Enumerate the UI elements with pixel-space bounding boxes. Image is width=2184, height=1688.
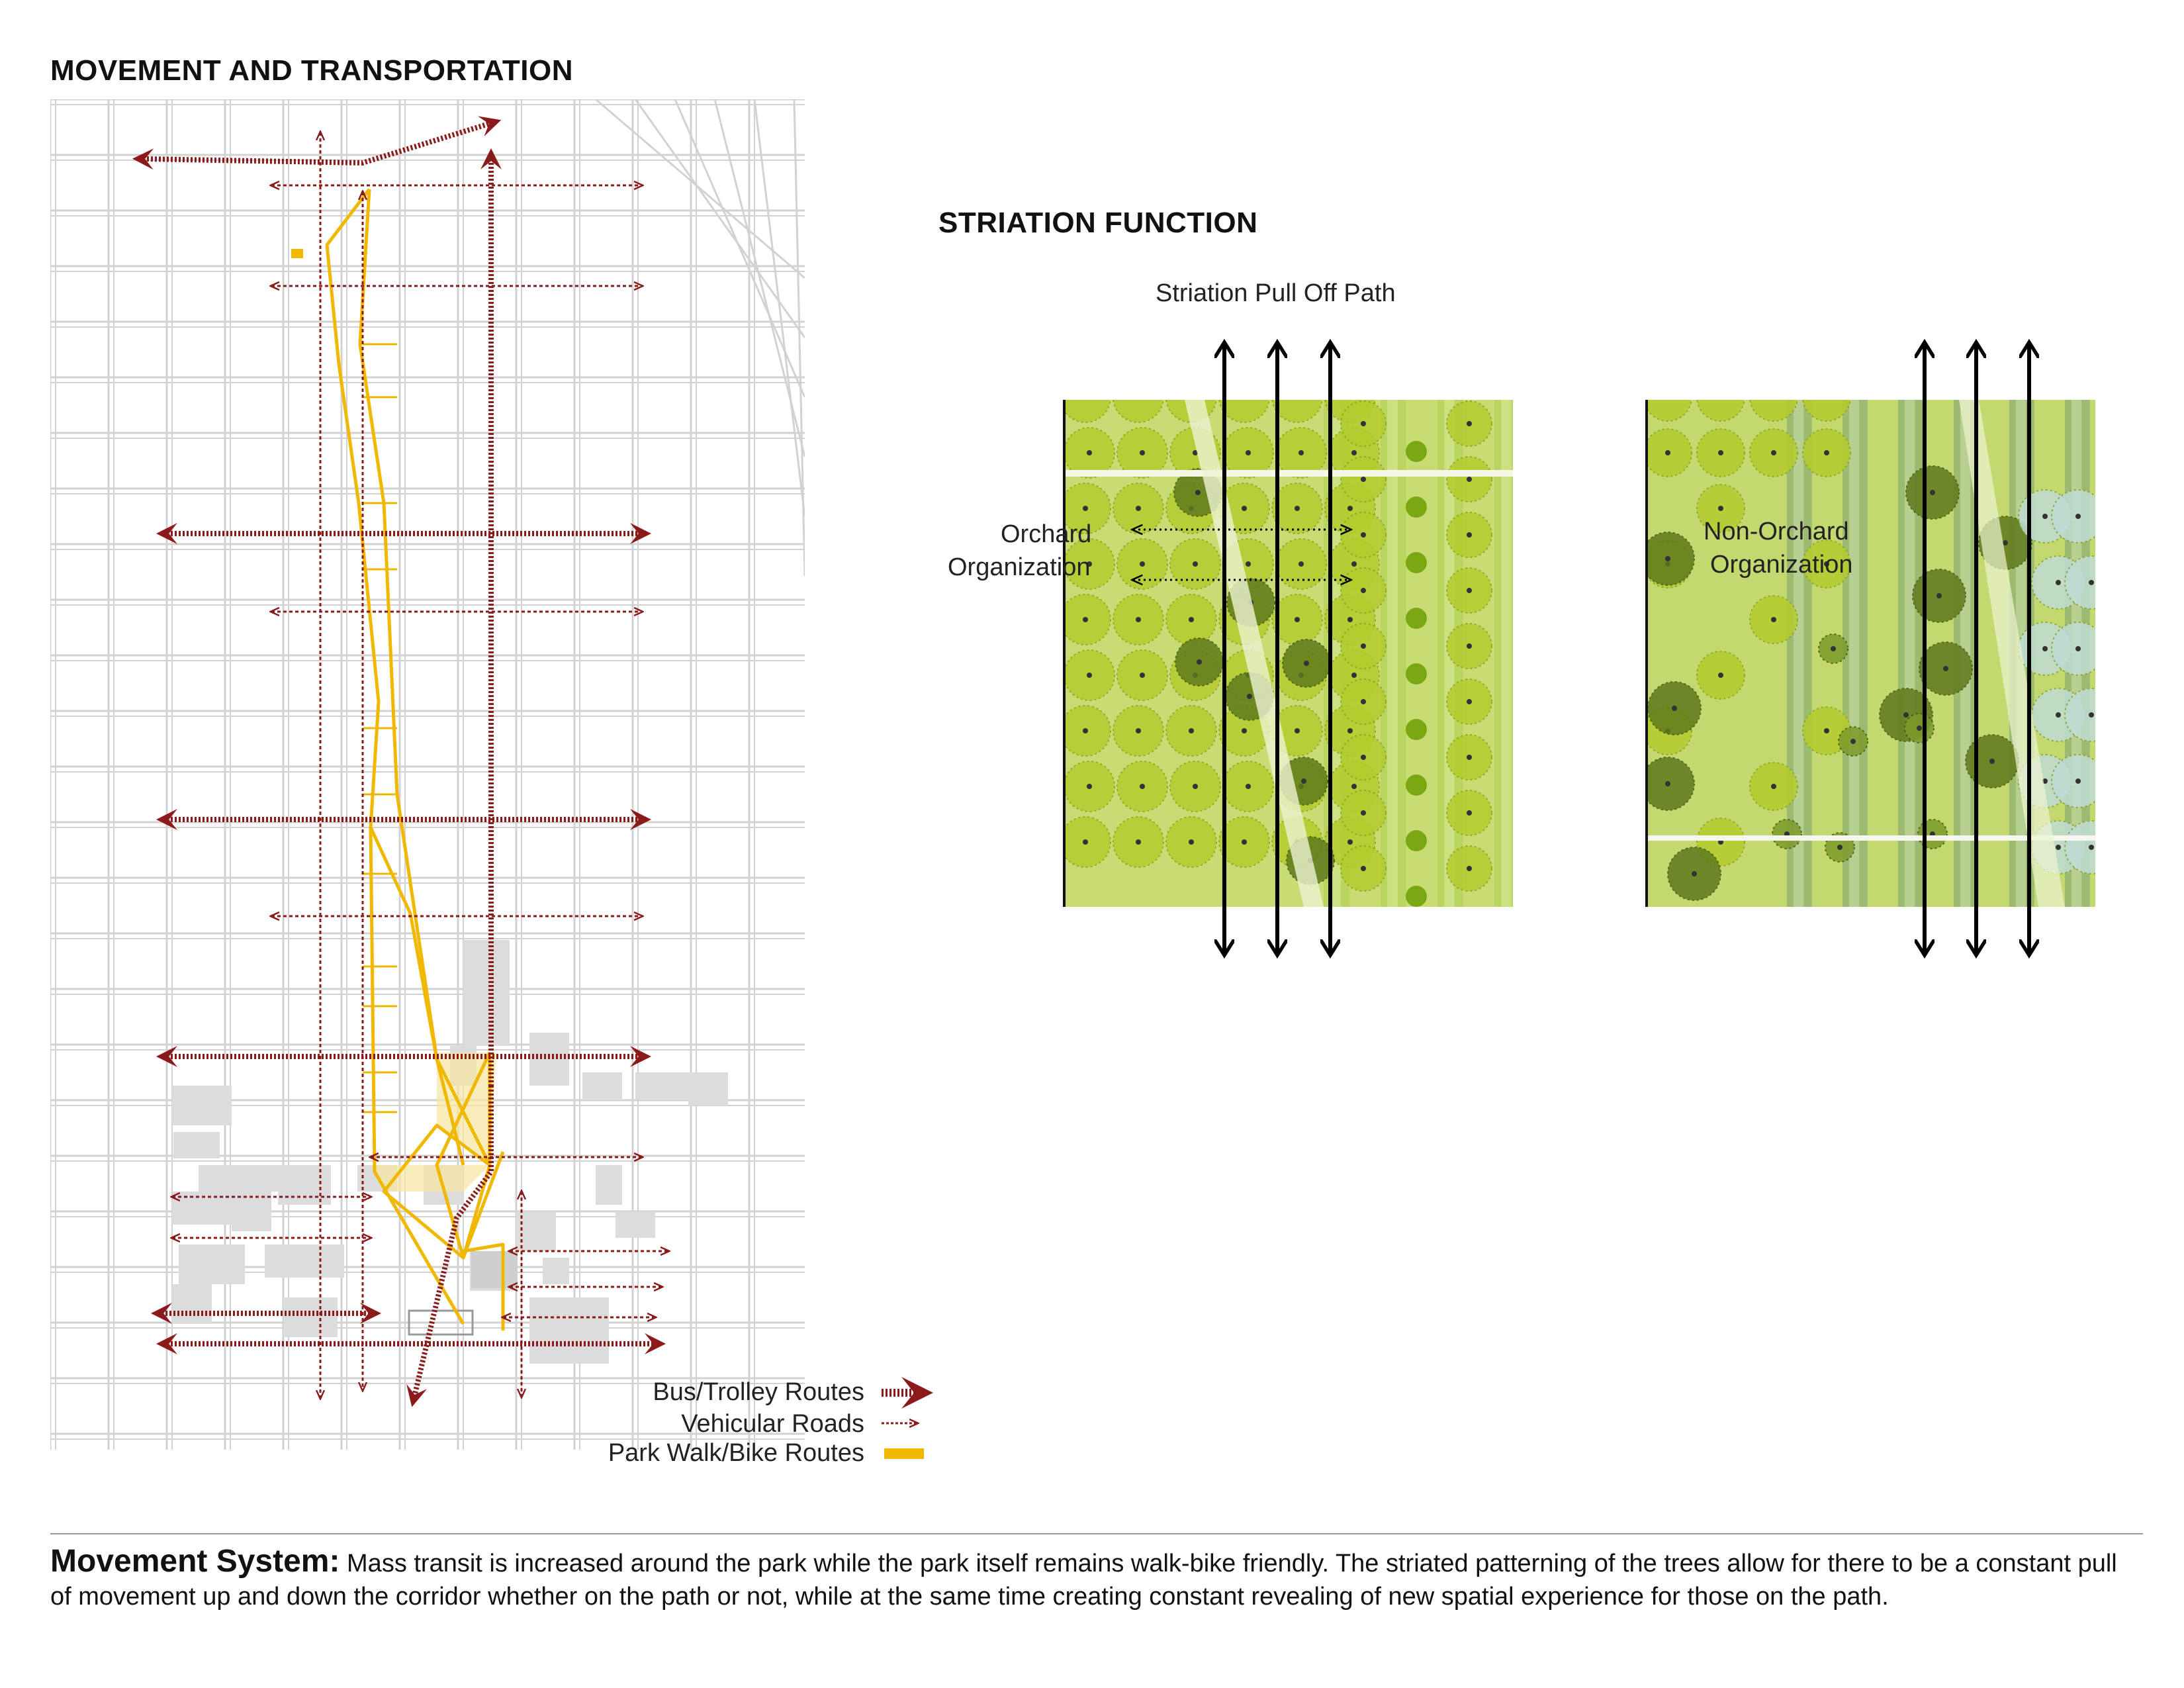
tree-trunk <box>2042 646 2048 651</box>
striation-band <box>1558 400 1568 907</box>
non-orchard-label-line1: Non-Orchard <box>1704 518 1849 545</box>
tree-trunk <box>1771 450 1776 455</box>
orchard-label-line2: Organization <box>948 553 1091 581</box>
building <box>635 1072 688 1099</box>
tree-trunk <box>1665 395 1670 400</box>
tree-trunk <box>2075 778 2081 784</box>
legend-vehicular-label: Vehicular Roads <box>681 1410 864 1438</box>
tree-canopy <box>1644 373 1692 421</box>
tree-trunk <box>2056 712 2061 718</box>
park-route-swatch-icon <box>884 1448 924 1459</box>
street-line <box>754 99 805 516</box>
building <box>543 1258 569 1284</box>
tree-trunk <box>1242 728 1247 733</box>
building <box>172 1086 232 1125</box>
tree-trunk <box>1361 810 1366 816</box>
tree-trunk <box>1467 699 1472 704</box>
tree-trunk <box>1136 617 1141 622</box>
tree-trunk <box>1295 506 1300 511</box>
orchard-sapling <box>1406 830 1427 851</box>
tree-trunk <box>2089 580 2094 585</box>
park-walk-bike-routes <box>291 189 503 1331</box>
tree-trunk <box>1718 395 1723 400</box>
orchard-panel <box>1060 372 1577 907</box>
tree-trunk <box>1665 556 1670 561</box>
building <box>529 1297 609 1364</box>
orchard-sapling <box>1406 719 1427 740</box>
caption-body: Mass transit is increased around the park while the park itself remains walk-bike friendly. The striated patterning of the trees allow for there to be a constant pull of movement up and down the corridor whether on the path or not, while at the same time creating constant revealing of new spatial experience for those on the path. <box>50 1550 2117 1611</box>
tree-trunk <box>1771 395 1776 400</box>
orchard-sapling <box>1406 441 1427 462</box>
park-route-node <box>291 249 303 258</box>
tree-trunk <box>1824 395 1829 400</box>
tree-trunk <box>2042 514 2048 519</box>
tree-trunk <box>1361 699 1366 704</box>
tree-trunk <box>1771 617 1776 622</box>
tree-trunk <box>1347 506 1353 511</box>
tree-trunk <box>1351 673 1357 678</box>
tree-trunk <box>1247 694 1252 699</box>
striation-band <box>1849 400 1859 907</box>
pull-off-path-label: Striation Pull Off Path <box>1156 279 1396 307</box>
tree-trunk <box>1989 759 1995 764</box>
tree-trunk <box>2056 845 2061 850</box>
tree-trunk <box>1361 866 1366 871</box>
tree-canopy <box>1272 372 1322 422</box>
non-orchard-label-line2: Organization <box>1710 551 1853 579</box>
tree-trunk <box>1467 532 1472 538</box>
tree-trunk <box>1140 784 1145 789</box>
tree-trunk <box>1242 395 1247 400</box>
tree-canopy <box>1113 372 1163 422</box>
tree-trunk <box>1193 561 1198 567</box>
tree-trunk <box>1136 839 1141 845</box>
tree-trunk <box>1295 728 1300 733</box>
tree-trunk <box>1361 755 1366 760</box>
tree-trunk <box>1087 784 1092 789</box>
building <box>596 1165 622 1205</box>
tree-trunk <box>1351 561 1357 567</box>
tree-trunk <box>1850 739 1856 744</box>
tree-trunk <box>1361 421 1366 426</box>
tree-trunk <box>1140 673 1145 678</box>
tree-trunk <box>1136 506 1141 511</box>
tree-trunk <box>2075 646 2081 651</box>
striation-title: STRIATION FUNCTION <box>938 207 1258 239</box>
street-line <box>794 99 805 576</box>
tree-trunk <box>1831 646 1836 651</box>
legend-park-route-label: Park Walk/Bike Routes <box>608 1439 864 1467</box>
building <box>265 1244 344 1278</box>
tree-trunk <box>1347 395 1353 400</box>
tree-trunk <box>1195 490 1201 495</box>
caption-divider <box>50 1533 2143 1534</box>
building <box>471 1251 518 1288</box>
orchard-sapling <box>1406 774 1427 796</box>
tree-trunk <box>1189 728 1194 733</box>
tree-canopy <box>1060 372 1111 422</box>
tree-trunk <box>1351 784 1357 789</box>
tree-canopy <box>1750 373 1797 421</box>
building <box>463 940 510 1046</box>
tree-trunk <box>1930 490 1935 495</box>
orchard-sapling <box>1406 496 1427 518</box>
tree-trunk <box>1361 588 1366 593</box>
legend-bus-trolley-label: Bus/Trolley Routes <box>653 1378 864 1406</box>
building <box>179 1244 245 1284</box>
tree-trunk <box>1771 784 1776 789</box>
tree-trunk <box>1136 395 1141 400</box>
tree-trunk <box>1351 450 1357 455</box>
building <box>278 1165 331 1205</box>
tree-trunk <box>1467 421 1472 426</box>
striation-band <box>1551 400 1577 907</box>
tree-trunk <box>1361 477 1366 482</box>
tree-trunk <box>1347 728 1353 733</box>
tree-trunk <box>1467 866 1472 871</box>
tree-trunk <box>1136 728 1141 733</box>
tree-trunk <box>1824 728 1829 733</box>
tree-trunk <box>1246 784 1251 789</box>
tree-trunk <box>1304 661 1309 666</box>
building <box>688 1072 728 1105</box>
tree-trunk <box>1295 395 1300 400</box>
page-title: MOVEMENT AND TRANSPORTATION <box>50 54 573 87</box>
tree-trunk <box>1140 561 1145 567</box>
tree-canopy <box>1219 372 1269 422</box>
tree-trunk <box>1298 561 1304 567</box>
orchard-label-line1: Orchard <box>1001 520 1092 548</box>
tree-trunk <box>1467 477 1472 482</box>
tree-trunk <box>1936 593 1942 598</box>
tree-trunk <box>2089 712 2094 718</box>
building <box>582 1072 622 1099</box>
tree-trunk <box>2075 514 2081 519</box>
building <box>173 1132 220 1158</box>
tree-trunk <box>1301 778 1306 784</box>
tree-trunk <box>1242 506 1247 511</box>
tree-trunk <box>1246 450 1251 455</box>
orchard-sapling <box>1406 663 1427 684</box>
non-orchard-panel <box>1641 373 2118 907</box>
cross-path <box>1063 470 1513 477</box>
tree-trunk <box>1246 561 1251 567</box>
tree-trunk <box>1193 784 1198 789</box>
tree-trunk <box>1665 450 1670 455</box>
tree-trunk <box>1665 781 1670 786</box>
caption-heading: Movement System: <box>50 1544 340 1579</box>
tree-trunk <box>1189 395 1194 400</box>
tree-trunk <box>1347 839 1353 845</box>
tree-trunk <box>1467 643 1472 649</box>
tree-trunk <box>1903 712 1909 718</box>
legend-icons <box>882 1393 924 1459</box>
tree-trunk <box>1083 617 1088 622</box>
orchard-sapling <box>1406 552 1427 573</box>
tree-trunk <box>1718 673 1723 678</box>
tree-trunk <box>1361 643 1366 649</box>
street-grid <box>50 99 805 1450</box>
tree-trunk <box>1347 617 1353 622</box>
tree-trunk <box>1242 839 1247 845</box>
tree-trunk <box>1087 450 1092 455</box>
tree-canopy <box>1697 373 1745 421</box>
tree-trunk <box>1824 450 1829 455</box>
tree-trunk <box>1718 506 1723 511</box>
tree-trunk <box>2003 540 2008 545</box>
tree-trunk <box>1672 706 1677 711</box>
orchard-sapling <box>1406 886 1427 907</box>
tree-canopy <box>1803 373 1850 421</box>
tree-trunk <box>1189 839 1194 845</box>
tree-trunk <box>1189 617 1194 622</box>
orchard-sapling <box>1406 608 1427 629</box>
tree-trunk <box>1087 673 1092 678</box>
tree-trunk <box>1361 532 1366 538</box>
bus-route <box>143 123 491 163</box>
tree-trunk <box>1083 728 1088 733</box>
building <box>172 1284 212 1324</box>
tree-trunk <box>1197 659 1202 665</box>
tree-trunk <box>1467 588 1472 593</box>
tree-trunk <box>1140 450 1145 455</box>
building <box>615 1211 655 1238</box>
tree-trunk <box>2089 845 2094 850</box>
building <box>232 1165 271 1231</box>
tree-trunk <box>1837 845 1843 850</box>
tree-trunk <box>1083 839 1088 845</box>
tree-trunk <box>1467 755 1472 760</box>
tree-trunk <box>1467 810 1472 816</box>
tree-trunk <box>1295 617 1300 622</box>
tree-trunk <box>2056 580 2061 585</box>
tree-trunk <box>1943 666 1948 671</box>
tree-trunk <box>1083 506 1088 511</box>
building <box>285 1297 338 1337</box>
caption <box>50 1545 2142 1613</box>
tree-trunk <box>1917 726 1922 731</box>
tree-trunk <box>1718 450 1723 455</box>
tree-trunk <box>1692 871 1697 876</box>
tree-trunk <box>1083 395 1088 400</box>
tree-trunk <box>1298 450 1304 455</box>
